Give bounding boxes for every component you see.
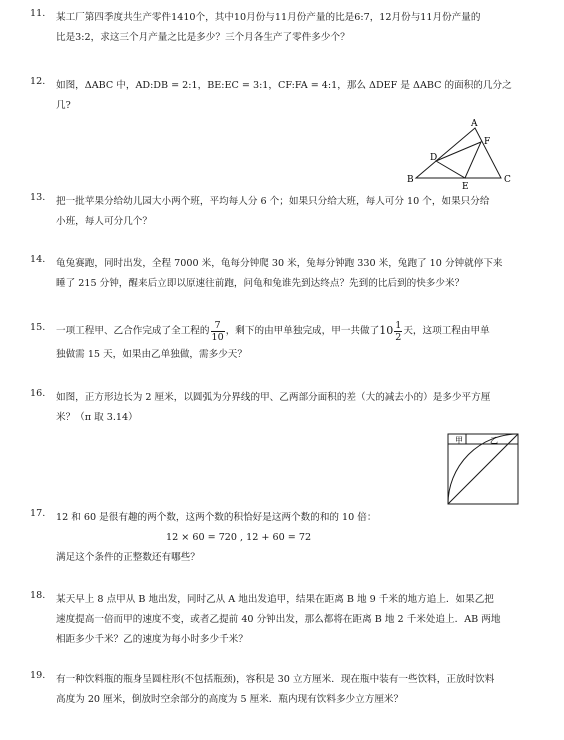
problem-text-line: 龟兔赛跑，同时出发，全程 7000 米，龟每分钟爬 30 米，兔每分钟跑 330 米，兔跑了 10 分钟就停下来 (56, 258, 503, 269)
mixed-number-whole: 10 (379, 324, 394, 337)
problem-18 (30, 590, 550, 650)
problem-number: 16. (30, 388, 46, 399)
vertex-label-e: E (462, 182, 469, 192)
problem-text-line: 如图，ΔABC 中，AD:DB = 2:1，BE:EC = 3:1，CF:FA = 4:1，那么 ΔDEF 是 ΔABC 的面积的几分之 (56, 80, 512, 91)
fraction-denominator: 2 (395, 331, 402, 343)
problem-text-line: 某工厂第四季度共生产零件1410个，其中10月份与11月份产量的比是6:7，12月份与11月份产量的 (56, 12, 481, 23)
vertex-label-a: A (471, 119, 478, 129)
region-label-yi: 乙 (490, 436, 498, 445)
equation: 12 × 60 = 720 , 12 + 60 = 72 (166, 532, 312, 543)
square-arc-figure (446, 432, 542, 506)
problem-15 (30, 318, 550, 365)
problem-text-line: 睡了 215 分钟，醒来后立即以原速往前跑，问龟和兔谁先到达终点？先到的比后到的快多少米？ (56, 278, 465, 289)
fraction-numerator: 7 (211, 320, 225, 332)
problem-text-line: 米？（π 取 3.14） (56, 412, 138, 423)
fraction (211, 320, 225, 343)
text-segment: ，剩下的由甲单独完成，甲一共做了 (225, 325, 380, 337)
text-segment: 一项工程甲、乙合作完成了全工程的 (56, 325, 210, 337)
vertex-label-b: B (407, 175, 414, 185)
problem-text-line: 几? (56, 100, 71, 111)
vertex-label-c: C (504, 175, 511, 185)
problem-17 (30, 508, 550, 568)
problem-number: 14. (30, 254, 46, 265)
problem-text-line: 满足这个条件的正整数还有哪些？ (56, 552, 200, 563)
problem-12 (30, 76, 550, 116)
problem-text-line: 某天早上 8 点甲从 B 地出发，同时乙从 A 地出发追甲，结果在距离 B 地 9 千米的地方追上．如果乙把 (56, 594, 494, 605)
problem-number: 13. (30, 192, 46, 203)
problem-number: 12. (30, 76, 46, 87)
problem-text-line: 把一批苹果分给幼儿园大小两个班，平均每人分 6 个；如果只分给大班，每人可分 10 个，如果只分给 (56, 196, 490, 207)
problem-text-line: 如图，正方形边长为 2 厘米，以圆弧为分界线的甲、乙两部分面积的差（大的减去小的）是多少平方厘 (56, 392, 491, 403)
problem-text-line: 有一种饮料瓶的瓶身呈圆柱形(不包括瓶颈)，容积是 30 立方厘米．现在瓶中装有一些饮料，正放时饮料 (56, 674, 495, 685)
problem-text-line: 小班，每人可分几个？ (56, 216, 152, 227)
vertex-label-f: F (484, 137, 491, 147)
problem-number: 17. (30, 508, 46, 519)
region-label-jia: 甲 (455, 436, 463, 445)
problem-number: 11. (30, 8, 46, 19)
problem-14 (30, 254, 550, 294)
problem-text-line: 12 和 60 是很有趣的两个数，这两个数的积恰好是这两个数的和的 10 倍： (56, 512, 377, 523)
fraction (394, 320, 402, 343)
problem-text-line (56, 318, 550, 345)
triangle-figure (402, 116, 522, 194)
problem-number: 15. (30, 322, 46, 333)
problem-text-line: 独做需 15 天，如果由乙单独做，需多少天？ (56, 348, 247, 360)
problem-text-line: 相距多少千米？乙的速度为每小时多少千米？ (56, 634, 248, 645)
problem-11 (30, 8, 550, 48)
problem-number: 19. (30, 670, 46, 681)
text-segment: 天，这项工程由甲单 (403, 325, 490, 337)
problem-19 (30, 670, 550, 710)
fraction-numerator: 1 (395, 319, 402, 331)
vertex-label-d: D (430, 153, 438, 163)
fraction-denominator: 10 (211, 331, 224, 343)
problem-text-line: 速度提高一倍而甲的速度不变，或者乙提前 40 分钟出发，那么都将在距离 B 地 2 千米处追上．AB 两地 (56, 614, 501, 625)
problem-text-line: 高度为 20 厘米，倒放时空余部分的高度为 5 厘米．瓶内现有饮料多少立方厘米？ (56, 694, 404, 705)
problem-13 (30, 192, 550, 232)
problem-text-line: 比是3:2，求这三个月产量之比是多少？三个月各生产了零件多少个？ (56, 32, 350, 43)
problem-16 (30, 388, 550, 428)
problem-number: 18. (30, 590, 46, 601)
